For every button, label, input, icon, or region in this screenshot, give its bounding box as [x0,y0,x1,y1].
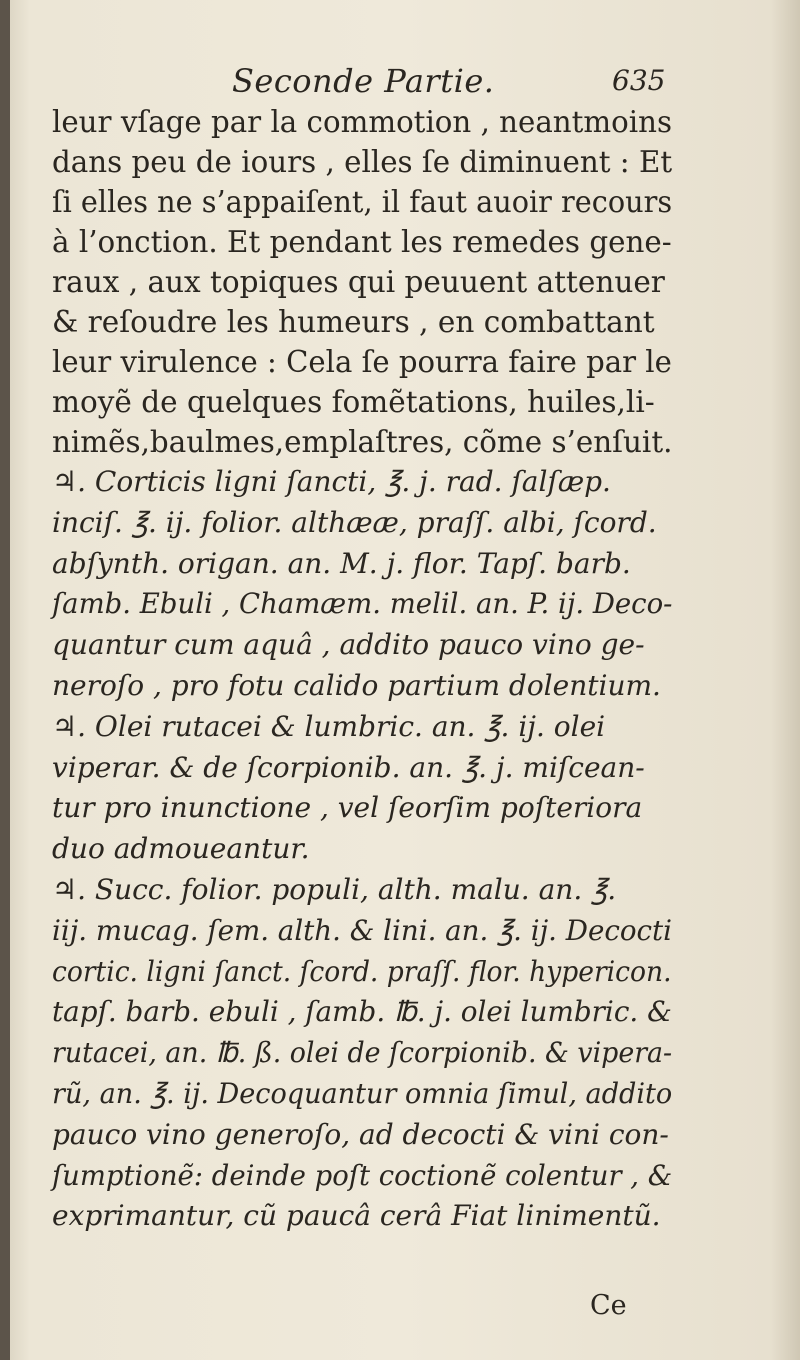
recipe-line: iij. mucag. ſem. alth. & lini. an. ℥. ij. Decocti [52,913,673,947]
text-line: nimẽs,baulmes,emplaſtres, cõme s’enſuit. [52,425,673,459]
recipe-line: pauco vino generoſo, ad decocti & vini con- [52,1117,669,1151]
recipe-line: ♃. Succ. folior. populi, alth. malu. an. ℥. [52,872,617,906]
text-line: leur virulence : Cela ſe pourra faire par le [52,345,672,379]
binding-gutter [0,0,10,1360]
recipe-line: inciſ. ℥. ij. folior. althææ, praſſ. albi, ſcord. [52,505,657,539]
recipe-line: ſamb. Ebuli , Chamæm. melil. an. P. ij. Deco- [52,587,673,621]
recipe-line: ſumptionẽ: deinde poſt coctionẽ colentur , & [52,1158,673,1192]
text-line: ſi elles ne s’appaiſent, il faut auoir recours [52,185,673,219]
recipe-line: rutacei, an. ℔. ß. olei de ſcorpionib. & vipera- [52,1036,673,1070]
recipe-line: duo admoueantur. [52,832,310,866]
recipe-line: ♃. Olei rutacei & lumbric. an. ℥. ij. olei [52,709,606,743]
page-header [0,62,800,106]
recipe-line: ♃. Corticis ligni ſancti, ℥. j. rad. ſalſæp. [52,465,611,498]
text-line: raux , aux topiques qui peuuent attenuer [52,265,665,299]
text-line: dans peu de iours , elles ſe diminuent : Et [52,145,673,179]
recipe-line: exprimantur, cũ paucâ cerâ Fiat linimentũ. [52,1199,661,1233]
running-title: Seconde Partie. [232,62,495,100]
recipe-line: tapſ. barb. ebuli , ſamb. ℔. j. olei lumbric. & [52,995,672,1029]
recipe-line: viperar. & de ſcorpionib. an. ℥. j. miſcean- [52,750,645,784]
recipe-line: cortic. ligni ſanct. ſcord. praſſ. flor. hypericon. [52,954,672,988]
recipe-line: tur pro inunctione , vel ſeorſim poſteriora [52,791,643,825]
text-line: à l’onction. Et pendant les remedes gene- [52,225,672,259]
recipe-line: neroſo , pro fotu calido partium dolentium. [52,668,661,702]
body-text [52,102,672,1237]
recipe-line: rũ, an. ℥. ij. Decoquantur omnia ſimul, addito [52,1076,673,1110]
text-line: leur vſage par la commotion , neantmoins [52,105,672,139]
text-line: moyẽ de quelques fomẽtations, huiles,li- [52,385,655,419]
catchword: Ce [590,1290,627,1321]
page-number: 635 [612,64,666,97]
recipe-line: abſynth. origan. an. M. j. flor. Tapſ. barb. [52,546,631,580]
text-line: & reſoudre les humeurs , en combattant [52,305,655,339]
recipe-line: quantur cum aquâ , addito pauco vino ge- [52,628,645,662]
